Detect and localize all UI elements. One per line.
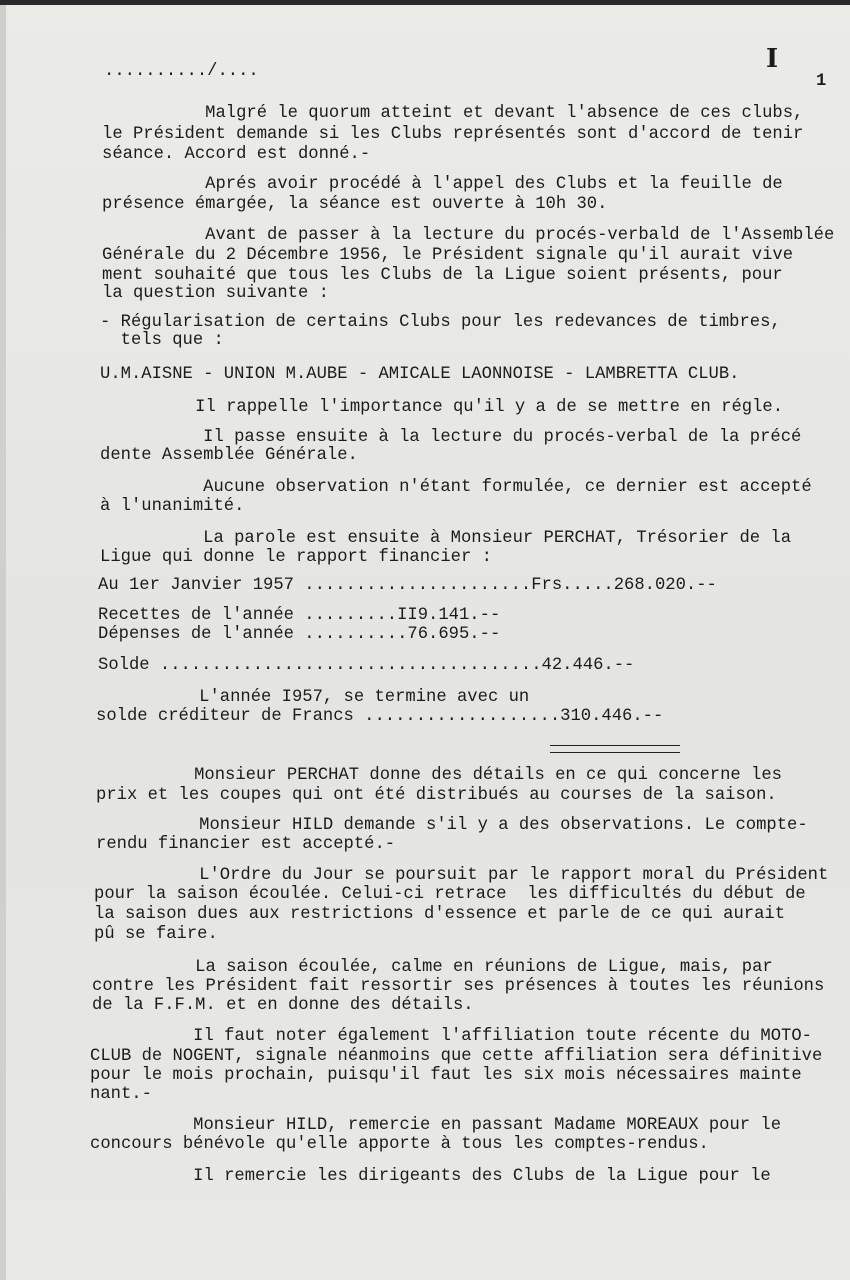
text-line: pû se faire. — [94, 925, 218, 944]
text-line: Malgré le quorum atteint et devant l'absence de ces clubs, — [102, 104, 804, 123]
text-line: Monsieur HILD, remercie en passant Madame MOREAUX pour le — [90, 1116, 782, 1135]
text-line: Aucune observation n'étant formulée, ce dernier est accepté — [100, 478, 812, 497]
double-rule-divider — [550, 745, 680, 753]
text-line: pour la saison écoulée. Celui-ci retrace les difficultés du début de — [94, 885, 806, 904]
text-line: Aprés avoir procédé à l'appel des Clubs et la feuille de — [102, 175, 783, 194]
text-line: contre les Président fait ressortir ses présences à toutes les réunions — [92, 977, 825, 996]
financial-line-credit: solde créditeur de Francs ...................310.446.-- — [96, 707, 664, 726]
text-line: prix et les coupes qui ont été distribués au courses de la saison. — [96, 786, 777, 805]
text-line: L'Ordre du Jour se poursuit par le rapport moral du Président — [96, 866, 829, 885]
text-line: la saison dues aux restrictions d'essence et parle de ce qui aurait — [94, 905, 786, 924]
text-line: dente Assemblée Générale. — [100, 446, 358, 465]
financial-line-balance: Solde .....................................42.446.-- — [98, 656, 635, 675]
continuation-marker: ........../.... — [104, 62, 259, 81]
text-line: Monsieur HILD demande s'il y a des observations. Le compte- — [96, 816, 808, 835]
text-line: Monsieur PERCHAT donne des détails en ce qui concerne les — [60, 766, 782, 785]
text-line: pour le mois prochain, puisqu'il faut les six mois nécessaires mainte — [90, 1066, 802, 1085]
text-line: de la F.F.M. et en donne des détails. — [92, 996, 474, 1015]
financial-line-opening: Au 1er Janvier 1957 ......................Frs.....268.020.-- — [98, 576, 717, 595]
text-line: Il passe ensuite à la lecture du procés-verbal de la précé — [100, 428, 802, 447]
text-line: rendu financier est accepté.- — [96, 835, 396, 854]
text-line: Ligue qui donne le rapport financier : — [100, 548, 492, 567]
financial-line-receipts: Recettes de l'année .........II9.141.-- — [98, 606, 501, 625]
text-line: ment souhaité que tous les Clubs de la Ligue soient présents, pour — [102, 266, 783, 285]
text-line: Il faut noter également l'affiliation toute récente du MOTO- — [90, 1027, 812, 1046]
text-line: Avant de passer à la lecture du procés-verbald de l'Assemblée — [102, 226, 835, 245]
text-line: Il rappelle l'importance qu'il y a de se mettre en régle. — [92, 398, 784, 417]
text-line: La saison écoulée, calme en réunions de Ligue, mais, par — [92, 958, 773, 977]
text-line: La parole est ensuite à Monsieur PERCHAT, Trésorier de la — [100, 529, 792, 548]
text-line: - Régularisation de certains Clubs pour les redevances de timbres, — [100, 313, 781, 332]
corner-mark: 1 — [816, 72, 827, 91]
financial-line-expenses: Dépenses de l'année ..........76.695.-- — [98, 625, 501, 644]
text-line: L'année I957, se termine avec un — [96, 688, 530, 707]
text-line: concours bénévole qu'elle apporte à tous les comptes-rendus. — [90, 1135, 709, 1154]
page-number-mark: I — [766, 44, 779, 74]
text-line: la question suivante : — [102, 284, 329, 303]
text-line: séance. Accord est donné.- — [102, 145, 371, 164]
text-line: Il remercie les dirigeants des Clubs de la Ligue pour le — [90, 1167, 771, 1186]
text-line: CLUB de NOGENT, signale néanmoins que cette affiliation sera définitive — [90, 1047, 823, 1066]
text-line: tels que : — [100, 331, 224, 350]
club-list: U.M.AISNE - UNION M.AUBE - AMICALE LAONNOISE - LAMBRETTA CLUB. — [100, 365, 740, 384]
text-line: le Président demande si les Clubs représentés sont d'accord de tenir — [102, 125, 804, 144]
text-line: à l'unanimité. — [100, 497, 245, 516]
text-line: Générale du 2 Décembre 1956, le Président signale qu'il aurait vive — [102, 246, 794, 265]
text-line: nant.- — [90, 1085, 152, 1104]
text-line: présence émargée, la séance est ouverte à 10h 30. — [102, 195, 608, 214]
